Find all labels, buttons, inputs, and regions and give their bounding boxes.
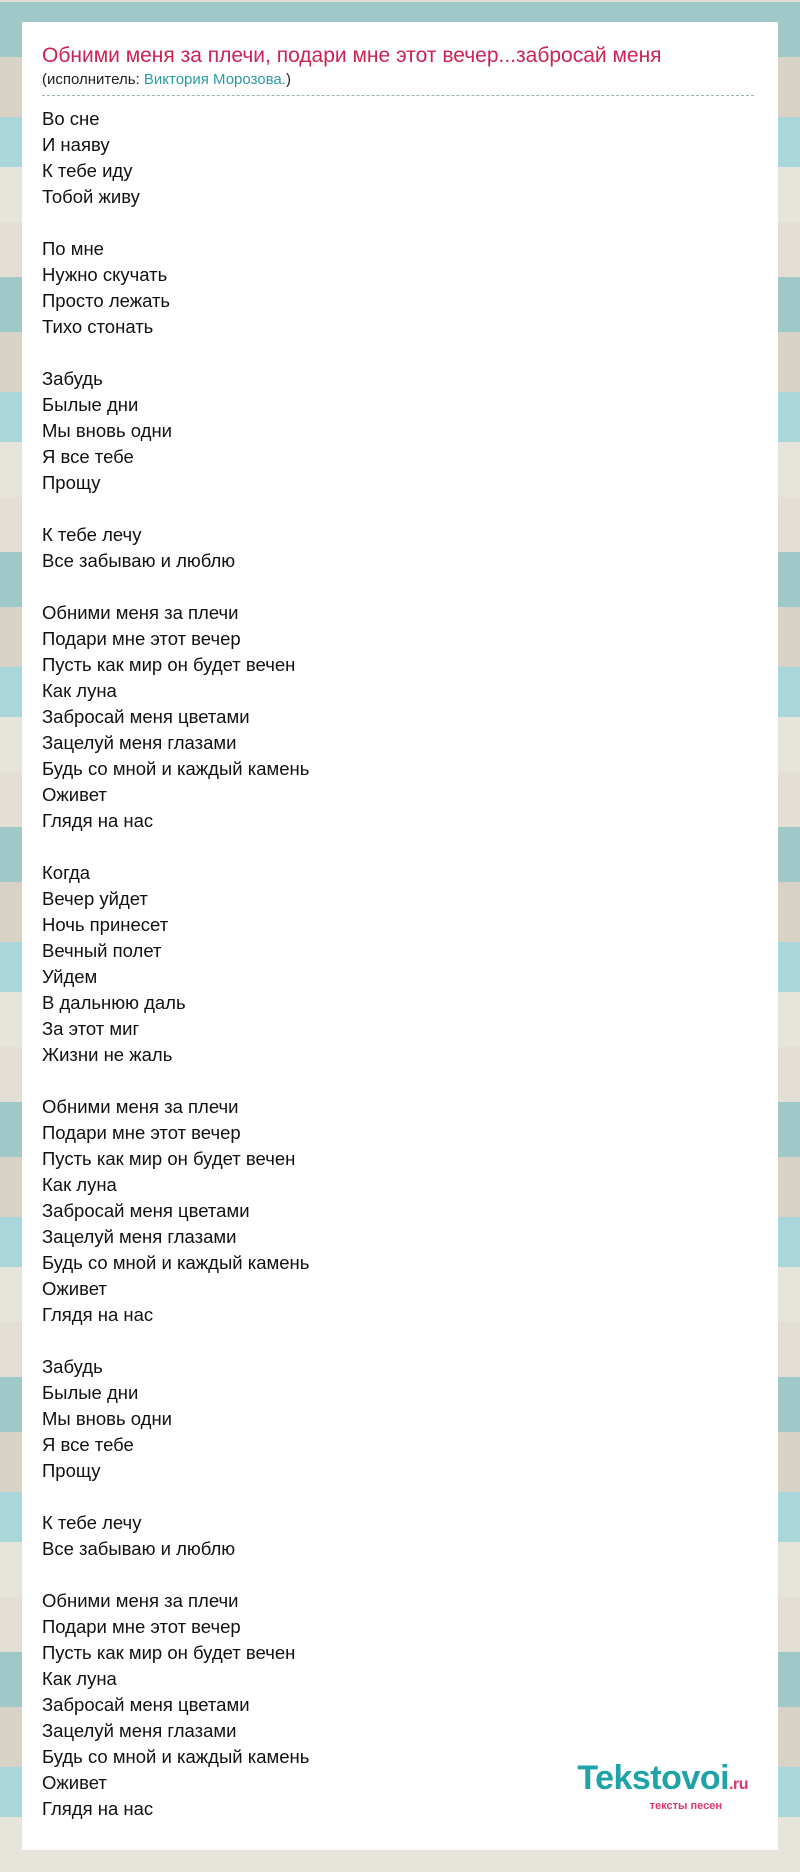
lyric-line: Глядя на нас xyxy=(42,810,154,831)
lyric-line: Пусть как мир он будет вечен xyxy=(42,1642,296,1663)
lyric-line: Я все тебе xyxy=(42,1434,134,1455)
stanza xyxy=(42,236,758,340)
lyric-line: Уйдем xyxy=(42,966,98,987)
lyric-line: Оживет xyxy=(42,784,107,805)
lyric-line: Зацелуй меня глазами xyxy=(42,1720,237,1741)
lyric-line: Пусть как мир он будет вечен xyxy=(42,1148,296,1169)
lyric-line: Забросай меня цветами xyxy=(42,1694,250,1715)
lyric-line: Тихо стонать xyxy=(42,316,154,337)
lyrics-body xyxy=(42,106,758,1822)
lyric-line: Как луна xyxy=(42,1174,117,1195)
lyric-line: Пусть как мир он будет вечен xyxy=(42,654,296,675)
lyric-line: Мы вновь одни xyxy=(42,420,173,441)
lyric-line: Подари мне этот вечер xyxy=(42,628,241,649)
lyric-line: Былые дни xyxy=(42,1382,139,1403)
lyric-line: Прощу xyxy=(42,472,101,493)
lyric-line: Зацелуй меня глазами xyxy=(42,1226,237,1247)
stanza xyxy=(42,106,758,210)
lyric-line: Зацелуй меня глазами xyxy=(42,732,237,753)
logo-wordmark xyxy=(577,1761,748,1802)
lyric-line: Все забываю и люблю xyxy=(42,1538,236,1559)
lyric-line: Будь со мной и каждый камень xyxy=(42,1252,310,1273)
lyric-line: Обними меня за плечи xyxy=(42,1096,239,1117)
lyric-line: Оживет xyxy=(42,1278,107,1299)
page-title: Обними меня за плечи, подари мне этот вечер...забросай меня xyxy=(42,44,662,67)
lyric-line: Ночь принесет xyxy=(42,914,169,935)
stanza xyxy=(42,1510,758,1562)
lyric-line: К тебе иду xyxy=(42,160,133,181)
lyric-line: Забросай меня цветами xyxy=(42,706,250,727)
lyric-line: В дальнюю даль xyxy=(42,992,186,1013)
lyric-line: Обними меня за плечи xyxy=(42,1590,239,1611)
lyric-line: По мне xyxy=(42,238,104,259)
lyric-line: Подари мне этот вечер xyxy=(42,1616,241,1637)
lyric-line: Просто лежать xyxy=(42,290,171,311)
lyric-line: Будь со мной и каждый камень xyxy=(42,1746,310,1767)
lyric-line: Все забываю и люблю xyxy=(42,550,236,571)
stanza xyxy=(42,522,758,574)
lyric-line: Как луна xyxy=(42,680,117,701)
lyric-line: Глядя на нас xyxy=(42,1798,154,1819)
lyric-line: Забудь xyxy=(42,1356,103,1377)
stanza xyxy=(42,1354,758,1484)
lyric-line: Вечный полет xyxy=(42,940,162,961)
artist-suffix: ) xyxy=(285,71,291,88)
lyric-line: Забудь xyxy=(42,368,103,389)
artist-line xyxy=(42,70,754,96)
lyric-line: Забросай меня цветами xyxy=(42,1200,250,1221)
logo-main-text: Tekstovoi xyxy=(577,1759,730,1797)
stanza xyxy=(42,600,758,834)
lyric-line: Как луна xyxy=(42,1668,117,1689)
lyric-line: Я все тебе xyxy=(42,446,134,467)
stanza xyxy=(42,1094,758,1328)
lyric-line: Нужно скучать xyxy=(42,264,168,285)
logo-tld: .ru xyxy=(729,1776,748,1793)
lyric-line: За этот миг xyxy=(42,1018,140,1039)
lyric-line: Когда xyxy=(42,862,91,883)
lyric-line: Жизни не жаль xyxy=(42,1044,173,1065)
site-logo[interactable] xyxy=(577,1761,748,1812)
lyric-line: Оживет xyxy=(42,1772,107,1793)
lyric-line: Будь со мной и каждый камень xyxy=(42,758,310,779)
lyric-line: Во сне xyxy=(42,108,100,129)
lyric-line: Былые дни xyxy=(42,394,139,415)
lyric-line: Прощу xyxy=(42,1460,101,1481)
stanza xyxy=(42,366,758,496)
stanza xyxy=(42,860,758,1068)
lyric-line: К тебе лечу xyxy=(42,1512,142,1533)
lyrics-card xyxy=(22,22,778,1850)
lyric-line: Вечер уйдет xyxy=(42,888,148,909)
artist-prefix: (исполнитель: xyxy=(42,71,144,88)
lyric-line: Глядя на нас xyxy=(42,1304,154,1325)
lyric-line: Подари мне этот вечер xyxy=(42,1122,241,1143)
artist-link[interactable]: Виктория Морозова. xyxy=(143,71,286,88)
lyric-line: Тобой живу xyxy=(42,186,140,207)
lyric-line: К тебе лечу xyxy=(42,524,142,545)
logo-tagline: тексты песен xyxy=(649,1800,722,1812)
lyric-line: Мы вновь одни xyxy=(42,1408,173,1429)
lyric-line: Обними меня за плечи xyxy=(42,602,239,623)
lyric-line: И наяву xyxy=(42,134,110,155)
